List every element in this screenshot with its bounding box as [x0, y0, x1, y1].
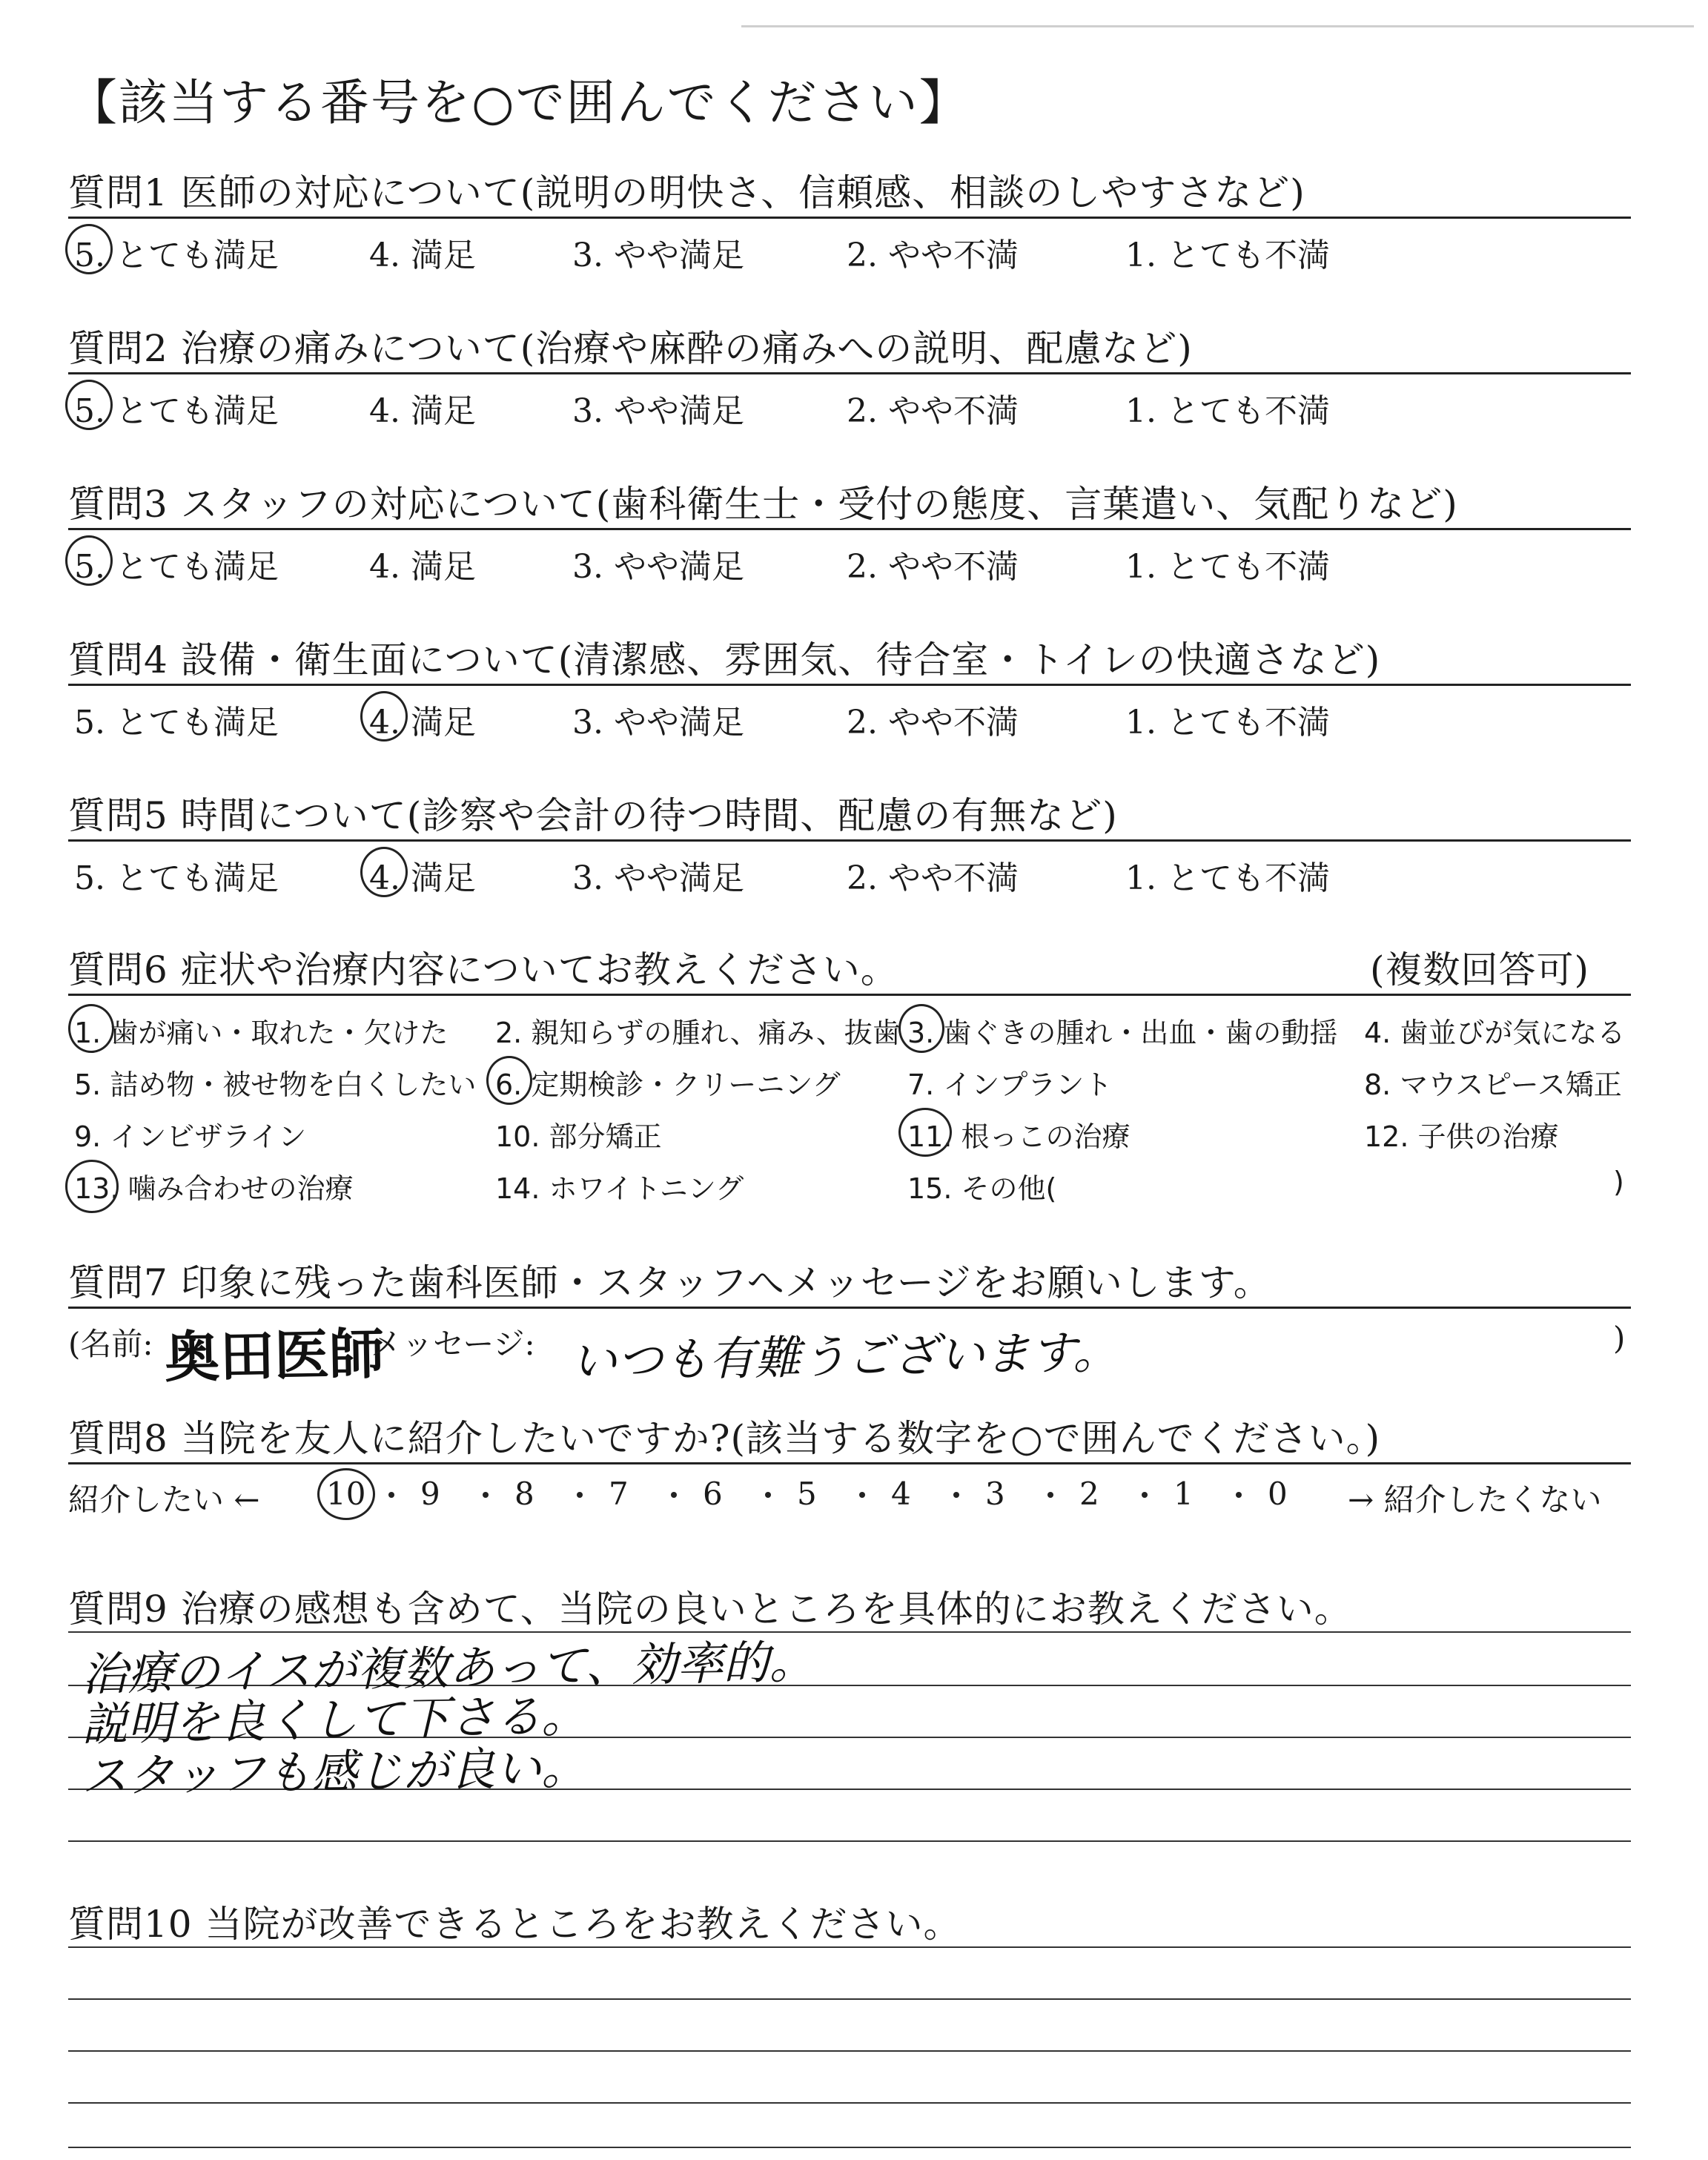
q1-option-1[interactable]: 1. とても不満: [1125, 237, 1330, 274]
q8-circle-10: [317, 1468, 375, 1520]
q6-circle-6: [486, 1056, 532, 1105]
q8-scale-separator-dot: [765, 1492, 771, 1498]
q6-option-11[interactable]: 11. 根っこの治療: [907, 1120, 1131, 1153]
q1-title: 質問1 医師の対応について(説明の明快さ、信頼感、相談のしやすさなど): [68, 171, 1305, 214]
q7-name-label: (名前:: [68, 1326, 153, 1362]
q1-option-4[interactable]: 4. 満足: [369, 237, 476, 274]
q9-line-1: [68, 1631, 1631, 1633]
q9-answer-line-3: スタッフも感じが良い。: [81, 1740, 588, 1803]
q8-scale-separator-dot: [1236, 1492, 1242, 1498]
q8-scale-separator-dot: [483, 1492, 489, 1498]
q2-option-1[interactable]: 1. とても不満: [1125, 392, 1330, 430]
q6-note: (複数回答可): [1370, 948, 1590, 991]
q6-option-12[interactable]: 12. 子供の治療: [1364, 1120, 1559, 1153]
q3-option-1[interactable]: 1. とても不満: [1125, 548, 1330, 586]
scan-top-edge: [741, 0, 1694, 27]
q5-option-3[interactable]: 3. やや満足: [572, 859, 744, 897]
q6-option-6[interactable]: 6. 定期検診・クリーニング: [495, 1069, 841, 1101]
q2-selection-circle: [65, 380, 113, 430]
q8-scale-separator-dot: [1047, 1492, 1053, 1498]
q8-scale-separator-dot: [671, 1492, 677, 1498]
q10-line-4: [68, 2102, 1631, 2104]
q8-scale-3[interactable]: 3: [985, 1476, 1005, 1512]
q6-option-9[interactable]: 9. インビザライン: [74, 1120, 307, 1153]
q5-option-5[interactable]: 5. とても満足: [74, 859, 279, 897]
q4-option-5[interactable]: 5. とても満足: [74, 704, 279, 742]
q2-option-3[interactable]: 3. やや満足: [572, 392, 744, 430]
q8-scale-8[interactable]: 8: [514, 1476, 534, 1512]
q3-option-3[interactable]: 3. やや満足: [572, 548, 744, 586]
q4-rule: [68, 684, 1631, 686]
page-heading: 【該当する番号を○で囲んでください】: [68, 74, 970, 131]
q10-line-3: [68, 2050, 1631, 2052]
q7-title: 質問7 印象に残った歯科医師・スタッフへメッセージをお願いします。: [68, 1261, 1271, 1304]
q9-title: 質問9 治療の感想も含めて、当院の良いところを具体的にお教えください。: [68, 1588, 1352, 1631]
q10-title: 質問10 当院が改善できるところをお教えください。: [68, 1903, 961, 1946]
q6-option-8[interactable]: 8. マウスピース矯正: [1364, 1069, 1622, 1101]
q6-option-1[interactable]: 1. 歯が痛い・取れた・欠けた: [74, 1017, 448, 1049]
q6-option-14[interactable]: 14. ホワイトニング: [495, 1172, 744, 1205]
q8-scale-separator-dot: [1142, 1492, 1148, 1498]
q6-option-2[interactable]: 2. 親知らずの腫れ、痛み、抜歯: [495, 1017, 901, 1049]
q6-circle-3: [898, 1004, 944, 1053]
q8-scale-0[interactable]: 0: [1268, 1476, 1288, 1512]
q1-selection-circle: [65, 224, 113, 274]
q3-option-5[interactable]: 5. とても満足: [74, 548, 279, 586]
q8-scale-5[interactable]: 5: [797, 1476, 817, 1512]
q7-message-handwritten: いつも有難うございます。: [570, 1324, 1119, 1389]
q6-option-3[interactable]: 3. 歯ぐきの腫れ・出血・歯の動揺: [907, 1017, 1338, 1049]
q8-rule: [68, 1462, 1631, 1464]
q10-line-1: [68, 1946, 1631, 1948]
q8-scale-separator-dot: [953, 1492, 959, 1498]
q7-rule: [68, 1307, 1631, 1309]
q8-scale-9[interactable]: 9: [420, 1476, 440, 1512]
q8-scale-separator-dot: [577, 1492, 583, 1498]
q8-scale-6[interactable]: 6: [703, 1476, 723, 1512]
q6-circle-13: [65, 1160, 119, 1213]
q6-circle-1: [68, 1004, 114, 1053]
q3-option-2[interactable]: 2. やや不満: [847, 548, 1019, 586]
q5-selection-circle: [360, 847, 408, 897]
q6-option-5[interactable]: 5. 詰め物・被せ物を白くしたい: [74, 1069, 477, 1101]
q6-option-4[interactable]: 4. 歯並びが気になる: [1364, 1017, 1626, 1049]
q6-rule: [68, 994, 1631, 996]
q4-option-3[interactable]: 3. やや満足: [572, 704, 744, 742]
q3-rule: [68, 528, 1631, 530]
q6-option-7[interactable]: 7. インプラント: [907, 1069, 1113, 1101]
q5-rule: [68, 839, 1631, 842]
q1-option-5[interactable]: 5. とても満足: [74, 237, 279, 274]
q6-title: 質問6 症状や治療内容についてお教えください。: [68, 948, 898, 991]
q8-scale-4[interactable]: 4: [891, 1476, 911, 1512]
q8-scale-separator-dot: [859, 1492, 865, 1498]
q5-option-2[interactable]: 2. やや不満: [847, 859, 1019, 897]
q9-line-5: [68, 1840, 1631, 1842]
q4-title: 質問4 設備・衛生面について(清潔感、雰囲気、待合室・トイレの快適さなど): [68, 638, 1381, 681]
q7-name-handwritten: 奥田医師: [164, 1322, 385, 1390]
q8-scale-7[interactable]: 7: [609, 1476, 629, 1512]
q2-rule: [68, 372, 1631, 374]
q5-title: 質問5 時間について(診察や会計の待つ時間、配慮の有無など): [68, 794, 1118, 837]
q6-option-13[interactable]: 13. 噛み合わせの治療: [74, 1172, 354, 1205]
q6-option-15-close: ): [1613, 1166, 1624, 1198]
q1-rule: [68, 217, 1631, 219]
q1-option-2[interactable]: 2. やや不満: [847, 237, 1019, 274]
q2-option-5[interactable]: 5. とても満足: [74, 392, 279, 430]
q6-option-15[interactable]: 15. その他(: [907, 1172, 1057, 1205]
q4-selection-circle: [360, 691, 408, 742]
q6-option-10[interactable]: 10. 部分矯正: [495, 1120, 662, 1153]
q9-answer-line-1: 治療のイスが複数あって、効率的。: [81, 1634, 816, 1702]
q8-scale-2[interactable]: 2: [1079, 1476, 1099, 1512]
q2-title: 質問2 治療の痛みについて(治療や麻酔の痛みへの説明、配慮など): [68, 327, 1193, 370]
q7-close-paren: ): [1613, 1320, 1626, 1356]
q8-scale-1[interactable]: 1: [1174, 1476, 1194, 1512]
q4-option-2[interactable]: 2. やや不満: [847, 704, 1019, 742]
q3-selection-circle: [65, 535, 113, 586]
q1-option-3[interactable]: 3. やや満足: [572, 237, 744, 274]
q4-option-4[interactable]: 4. 満足: [369, 704, 476, 742]
q3-title: 質問3 スタッフの対応について(歯科衛生士・受付の態度、言葉遣い、気配りなど): [68, 483, 1458, 526]
q6-circle-11: [898, 1108, 952, 1157]
q2-option-4[interactable]: 4. 満足: [369, 392, 476, 430]
q5-option-4[interactable]: 4. 満足: [369, 859, 476, 897]
q5-option-1[interactable]: 1. とても不満: [1125, 859, 1330, 897]
q10-line-2: [68, 1998, 1631, 2000]
q8-scale-10[interactable]: 10: [326, 1476, 366, 1512]
q8-scale-separator-dot: [388, 1492, 394, 1498]
q8-title: 質問8 当院を友人に紹介したいですか?(該当する数字を○で囲んでください。): [68, 1417, 1381, 1460]
q9-answer-line-2: 説明を良くして下さる。: [81, 1688, 588, 1751]
q8-right-label: → 紹介したくない: [1348, 1482, 1602, 1518]
q4-option-1[interactable]: 1. とても不満: [1125, 704, 1330, 742]
q10-line-5: [68, 2147, 1631, 2148]
q7-message-label: メッセージ:: [371, 1326, 535, 1362]
q3-option-4[interactable]: 4. 満足: [369, 548, 476, 586]
q8-left-label: 紹介したい ←: [68, 1482, 260, 1518]
q2-option-2[interactable]: 2. やや不満: [847, 392, 1019, 430]
